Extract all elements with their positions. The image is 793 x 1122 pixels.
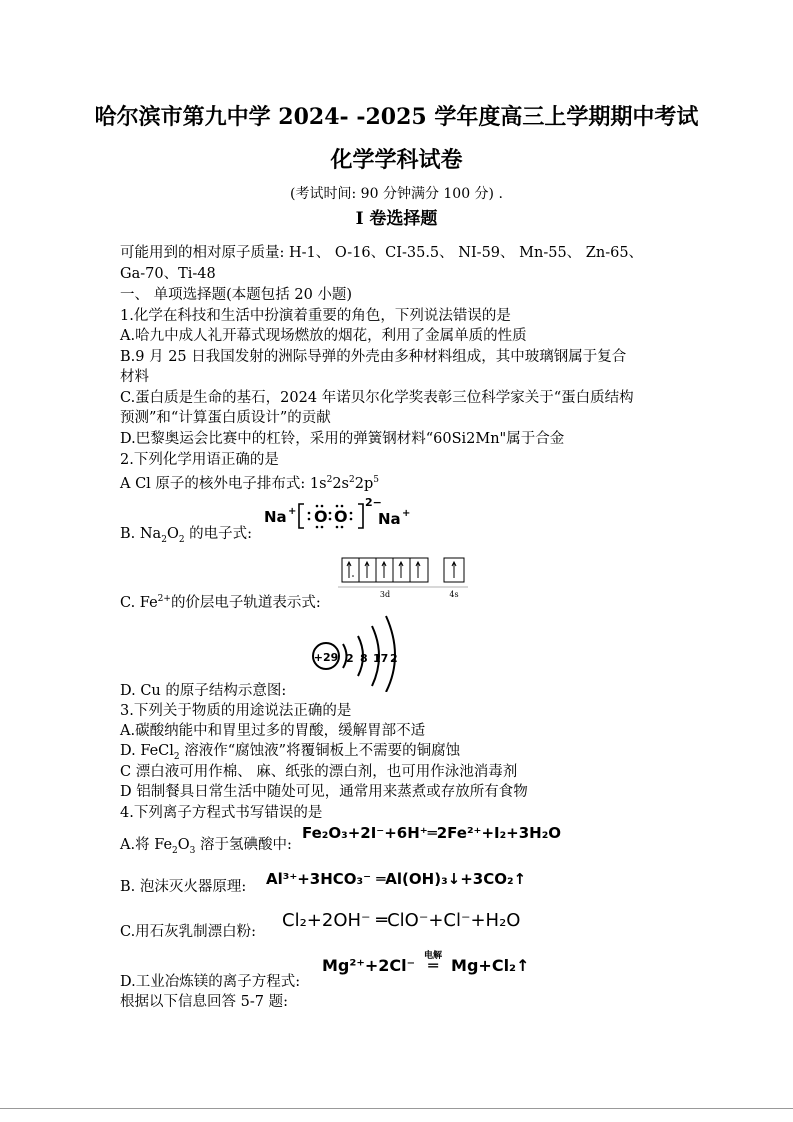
svg-text:2−: 2− <box>365 496 382 509</box>
label-3d: 3d <box>379 590 391 599</box>
shell-3: 17 <box>373 652 389 665</box>
q2-option-b: B. $Na_2O_2$ 的电子式: <box>120 526 253 545</box>
na2o2-electron-formula <box>262 494 412 536</box>
atomic-masses-line2: Ga-70、Ti-48 <box>120 266 216 282</box>
q1-option-d: D.巴黎奥运会比赛中的杠铃，采用的弹簧钢材料“60Si2Mn"属于合金 <box>120 431 565 447</box>
q1-option-c-line1: C.蛋白质是生命的基石，2024 年诺贝尔化学奖表彰三位科学家关于“蛋白质结构 <box>120 390 634 406</box>
q1-option-b-line2: 材料 <box>120 369 149 385</box>
q1-option-a: A.哈九中成人礼开幕式现场燃放的烟花，利用了金属单质的性质 <box>120 328 527 344</box>
q4-option-c: C.用石灰乳制漂白粉: <box>120 924 257 940</box>
q2-option-d: D. Cu 的原子结构示意图: <box>120 683 287 699</box>
q3-option-b: D. FeCl$_2$ 溶液作“腐蚀液”将覆铜板上不需要的铜腐蚀 <box>120 743 461 762</box>
svg-text:O: O <box>314 507 328 526</box>
fe2-orbital-diagram <box>338 556 468 600</box>
na-ion-left: Na <box>264 508 287 526</box>
na-ion-right: Na <box>378 510 401 528</box>
q1-option-b-line1: B.9 月 25 日我国发射的洲际导弹的外壳由多种材料组成，其中玻璃钢属于复合 <box>120 349 627 365</box>
q4-stem: 4.下列离子方程式书写错误的是 <box>120 805 323 821</box>
q2-option-c: C. $Fe^{2+}$的价层电子轨道表示式: <box>120 594 321 611</box>
cu-atom-structure-diagram <box>310 612 420 692</box>
label-4s: 4s <box>449 590 459 599</box>
q1-stem: 1.化学在科技和生活中扮演着重要的角色，下列说法错误的是 <box>120 308 511 324</box>
info-note: 根据以下信息回答 5-7 题: <box>120 994 288 1010</box>
q4-option-d: D.工业冶炼镁的离子方程式: <box>120 974 301 990</box>
q2-option-a: A Cl 原子的核外电子排布式: $1s^22s^22p^5$ <box>120 475 379 492</box>
q3-stem: 3.下列关于物质的用途说法正确的是 <box>120 703 352 719</box>
nucleus-charge: +29 <box>313 651 339 664</box>
q3-option-c: C 漂白液可用作棉、 麻、纸张的漂白剂，也可用作泳池消毒剂 <box>120 764 518 780</box>
time-note: (考试时间: 90 分钟满分 100 分) . <box>290 186 503 202</box>
shell-1: 2 <box>346 652 354 665</box>
q3-option-d: D 铝制餐具日常生活中随处可见，通常用来蒸煮或存放所有食物 <box>120 784 528 800</box>
q4-equation-c: Cl₂+2OH⁻ ═ClO⁻+Cl⁻+H₂O <box>282 910 521 931</box>
q4-option-b: B. 泡沫灭火器原理: <box>120 879 247 895</box>
q4-option-a: A.将 $Fe_2O_3$ 溶于氢碘酸中: <box>120 837 292 856</box>
q4-equation-a: Fe₂O₃+2I⁻+6H⁺═2Fe²⁺+I₂+3H₂O <box>302 824 562 842</box>
section-heading: I 卷选择题 <box>355 209 438 229</box>
svg-text:+: + <box>402 508 411 519</box>
q2-stem: 2.下列化学用语正确的是 <box>120 452 279 468</box>
exam-title: 哈尔滨市第九中学 2024- -2025 学年度高三上学期期中考试 <box>94 104 699 130</box>
part-heading: 一、 单项选择题(本题包括 20 小题) <box>120 287 353 303</box>
q3-option-a: A.碳酸纳能中和胃里过多的胃酸，缓解胃部不适 <box>120 723 426 739</box>
page-bottom-rule <box>0 1108 793 1109</box>
q1-option-c-line2: 预测”和“计算蛋白质设计”的贡献 <box>120 410 331 426</box>
shell-4: 2 <box>390 652 398 665</box>
svg-text:+: + <box>288 506 297 517</box>
svg-text:O: O <box>334 507 348 526</box>
exam-subtitle: 化学学科试卷 <box>330 147 463 173</box>
atomic-masses-line1: 可能用到的相对原子质量: H-1、 O-16、CI-35.5、 NI-59、 Mn-55、 Zn-65、 <box>120 245 644 261</box>
q4-equation-d: Mg²⁺+2Cl⁻ 电解 ═ Mg+Cl₂↑ <box>322 951 530 975</box>
q4-equation-b: Al³⁺+3HCO₃⁻ ═Al(OH)₃↓+3CO₂↑ <box>266 870 527 888</box>
shell-2: 8 <box>360 652 368 665</box>
